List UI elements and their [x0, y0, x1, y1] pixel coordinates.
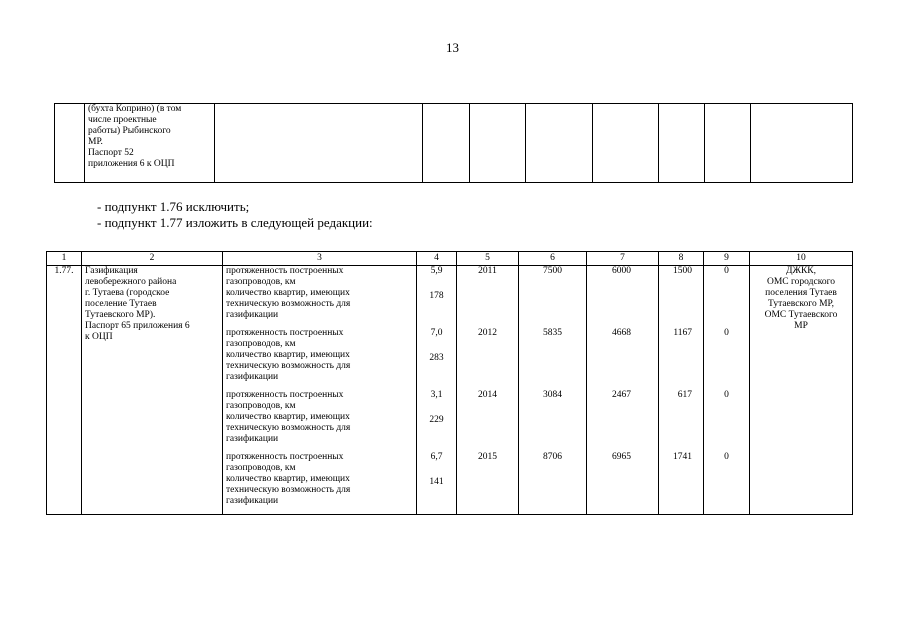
indicator-line: техническую возможность для [226, 485, 351, 495]
indicator-line: газификации [226, 372, 279, 382]
total-value: 7500 [543, 266, 562, 276]
executor-line: ДЖКК, [785, 266, 817, 276]
indicators-cell [223, 266, 417, 515]
header-cell: 5 [457, 252, 519, 266]
name-line: поселение Тутаев [85, 299, 157, 309]
col8-value: 617 [677, 390, 692, 400]
values-block [420, 266, 453, 328]
indicator-line: газификации [226, 434, 279, 444]
header-cell: 3 [223, 252, 417, 266]
indicator-line: количество квартир, имеющих [226, 350, 350, 360]
indicator-line: количество квартир, имеющих [226, 412, 350, 422]
top-cell-4 [423, 104, 470, 183]
indicator-line: протяженность построенных [226, 266, 344, 276]
col9-value: 0 [724, 390, 729, 400]
top-line: МР. [88, 137, 103, 147]
top-cell-7 [593, 104, 659, 183]
values-block [420, 452, 453, 514]
indicator-line: газификации [226, 496, 279, 506]
flats-value: 178 [429, 291, 444, 301]
top-cell-5 [470, 104, 526, 183]
top-cell-8 [659, 104, 705, 183]
year-cell [457, 266, 519, 515]
instruction-line: - подпункт 1.76 исключить; [97, 199, 250, 214]
col9-cell [704, 266, 750, 515]
row-number: 1.77. [47, 266, 82, 515]
top-cell-1 [55, 104, 85, 183]
indicator-line: газификации [226, 310, 279, 320]
header-cell: 10 [750, 252, 853, 266]
col8-value: 1500 [673, 266, 692, 276]
col9-value: 0 [724, 328, 729, 338]
name-line: левобережного района [85, 277, 177, 287]
executor-line: МР [794, 321, 808, 331]
project-name [82, 266, 223, 515]
top-line: работы) Рыбинского [88, 126, 171, 136]
col9-value: 0 [724, 266, 729, 276]
top-line: (бухта Коприно) (в том [88, 104, 182, 114]
flats-value: 141 [429, 477, 444, 487]
indicator-line: газопроводов, км [226, 339, 296, 349]
indicator-line: газопроводов, км [226, 277, 296, 287]
col7-value: 6000 [612, 266, 631, 276]
top-fragment-table [54, 103, 853, 183]
indicator-line: количество квартир, имеющих [226, 288, 350, 298]
name-line: Паспорт 65 приложения 6 [85, 321, 190, 331]
header-row [47, 252, 853, 266]
total-cell [519, 266, 587, 515]
table-row [47, 266, 853, 515]
year-value: 2012 [478, 328, 497, 338]
instructions [97, 199, 373, 231]
header-cell: 1 [47, 252, 82, 266]
flats-value: 283 [429, 353, 444, 363]
executor-cell [750, 266, 853, 515]
col8-value: 1741 [673, 452, 692, 462]
flats-value: 229 [429, 415, 444, 425]
values-block [420, 328, 453, 390]
col8-cell [659, 266, 704, 515]
header-cell: 8 [659, 252, 704, 266]
name-line: Тутаевского МР). [85, 310, 156, 320]
col8-value: 1167 [673, 328, 692, 338]
header-cell: 7 [587, 252, 659, 266]
length-value: 6,7 [430, 452, 443, 462]
values-block [420, 390, 453, 452]
year-value: 2015 [478, 452, 497, 462]
indicator-line: протяженность построенных [226, 328, 344, 338]
total-value: 3084 [543, 390, 562, 400]
total-value: 5835 [543, 328, 562, 338]
top-cell-6 [526, 104, 593, 183]
top-cell-10 [751, 104, 853, 183]
top-cell-3 [215, 104, 423, 183]
header-cell: 6 [519, 252, 587, 266]
indicator-block [226, 266, 413, 328]
top-cell-name [85, 104, 215, 183]
year-value: 2011 [478, 266, 497, 276]
indicator-line: газопроводов, км [226, 463, 296, 473]
indicator-line: техническую возможность для [226, 361, 351, 371]
executor-line: поселения Тутаев [765, 288, 837, 298]
executor-line: ОМС городского [767, 277, 835, 287]
indicator-line: газопроводов, км [226, 401, 296, 411]
length-value: 5,9 [430, 266, 443, 276]
length-value: 3,1 [430, 390, 443, 400]
indicator-block [226, 328, 413, 390]
instruction-line: - подпункт 1.77 изложить в следующей редакции: [97, 215, 373, 230]
col7-cell [587, 266, 659, 515]
values-cell [417, 266, 457, 515]
col9-value: 0 [724, 452, 729, 462]
col7-value: 4668 [612, 328, 631, 338]
year-value: 2014 [478, 390, 497, 400]
indicator-line: количество квартир, имеющих [226, 474, 350, 484]
indicator-line: техническую возможность для [226, 423, 351, 433]
col7-value: 6965 [612, 452, 631, 462]
top-line: числе проектные [88, 115, 157, 125]
page-number: 13 [446, 40, 459, 55]
name-line: к ОЦП [85, 332, 113, 342]
top-cell-9 [705, 104, 751, 183]
total-value: 8706 [543, 452, 562, 462]
indicator-block [226, 452, 413, 514]
executor-line: ОМС Тутаевского [764, 310, 838, 320]
indicator-line: техническую возможность для [226, 299, 351, 309]
indicator-line: протяженность построенных [226, 452, 344, 462]
header-cell: 9 [704, 252, 750, 266]
col7-value: 2467 [612, 390, 631, 400]
header-cell: 2 [82, 252, 223, 266]
name-line: Газификация [85, 266, 138, 276]
header-cell: 4 [417, 252, 457, 266]
indicator-line: протяженность построенных [226, 390, 344, 400]
main-table [46, 251, 853, 515]
length-value: 7,0 [430, 328, 443, 338]
top-line: приложения 6 к ОЦП [88, 159, 175, 169]
top-line: Паспорт 52 [88, 148, 134, 158]
indicator-block [226, 390, 413, 452]
executor-line: Тутаевского МР, [767, 299, 834, 309]
name-line: г. Тутаева (городское [85, 288, 170, 298]
